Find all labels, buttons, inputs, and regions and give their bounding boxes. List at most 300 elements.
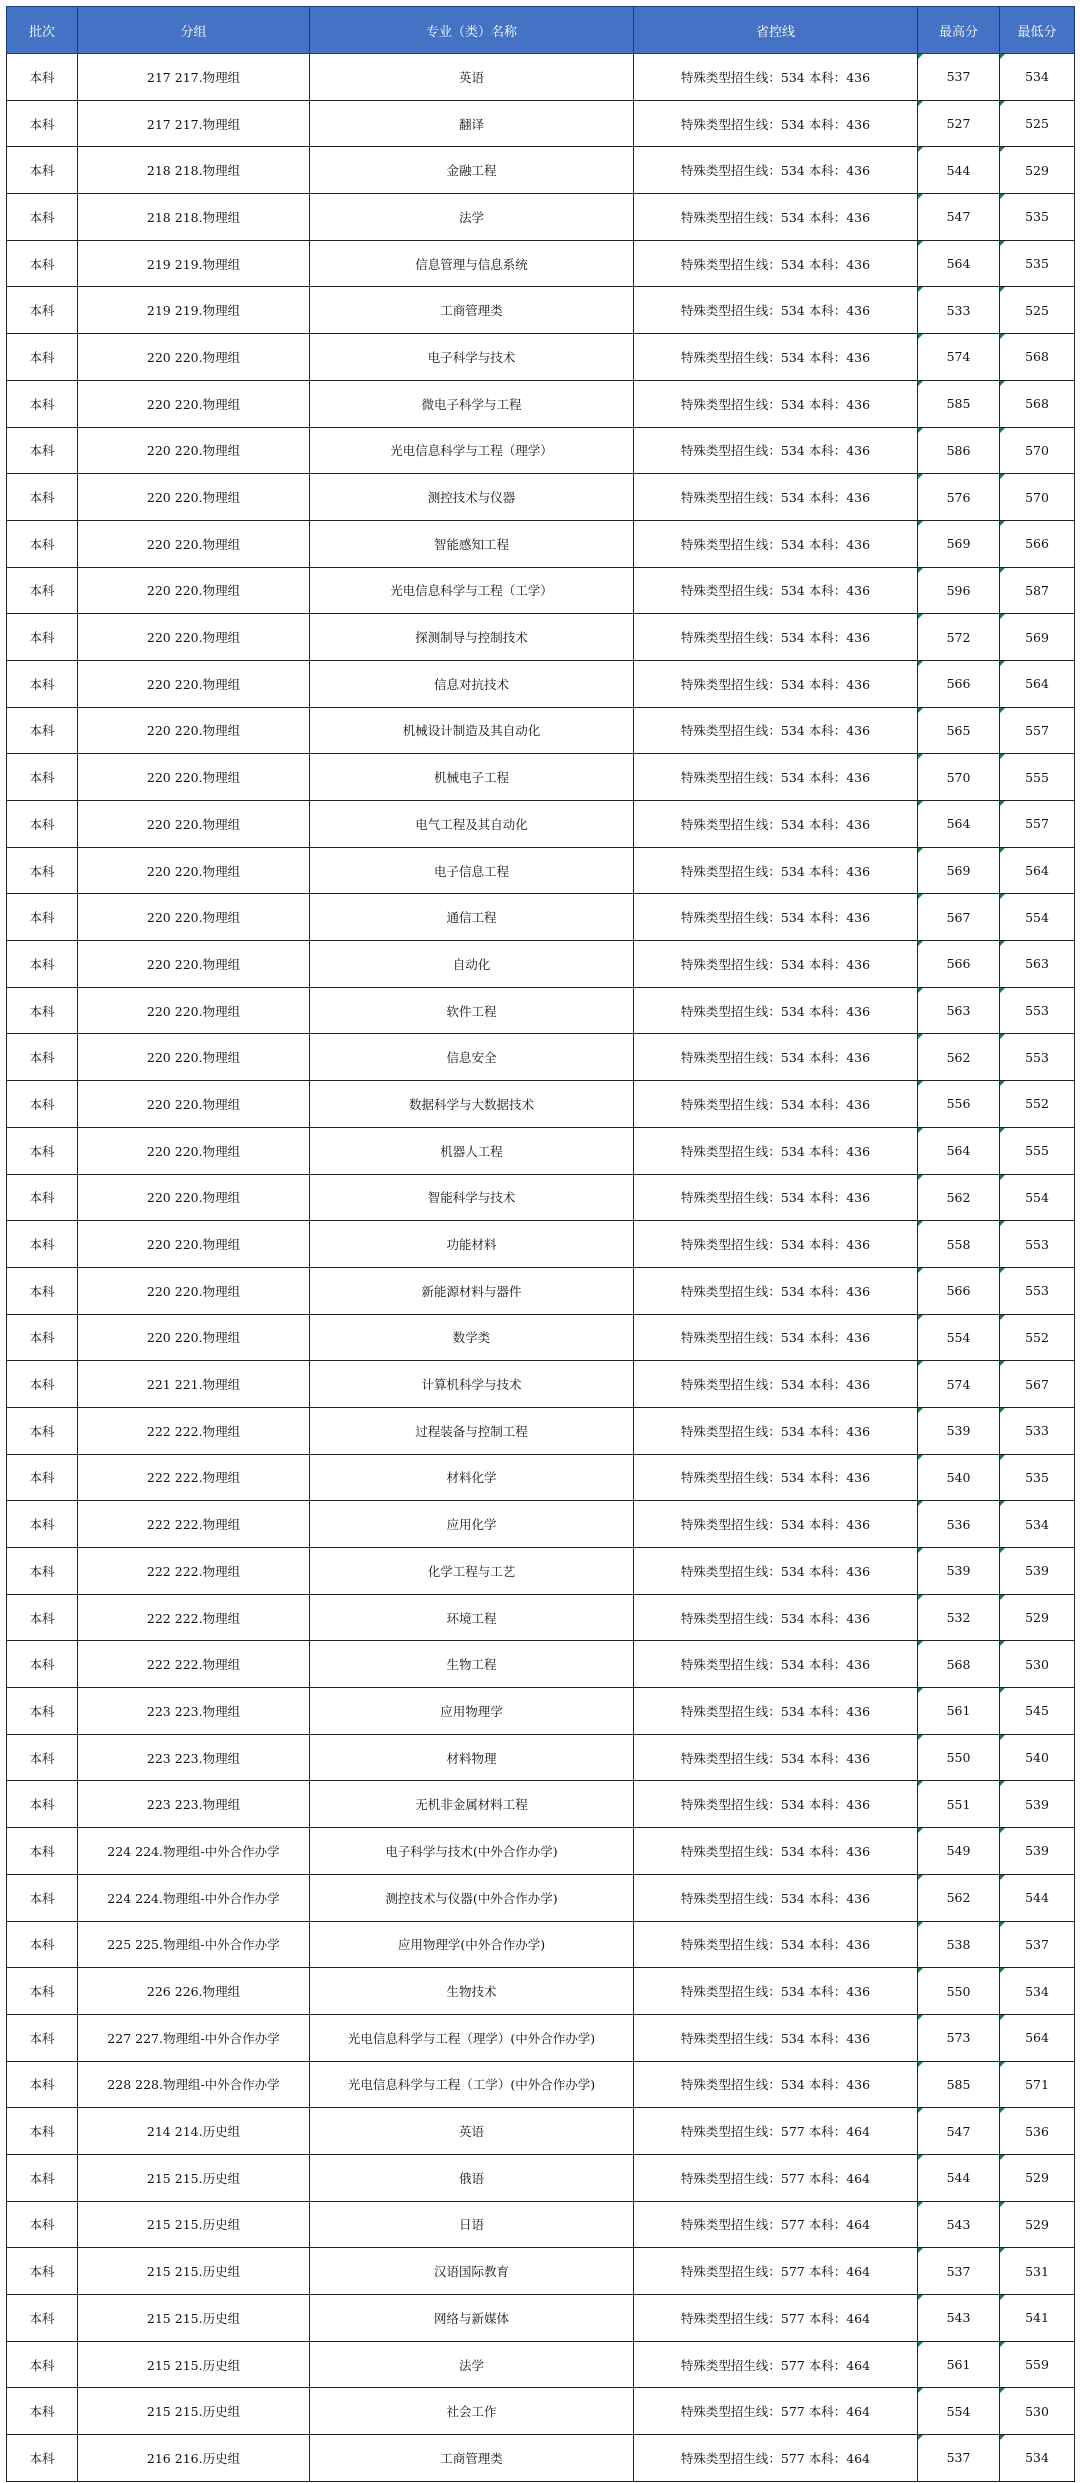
min-score-cell (1000, 941, 1075, 988)
table-row (7, 1874, 1075, 1921)
batch-cell: 本科 (7, 1548, 78, 1595)
min-score-cell (1000, 1314, 1075, 1361)
table-row (7, 1548, 1075, 1595)
max-score-cell (918, 2388, 1000, 2435)
cell-corner-mark (1000, 1408, 1005, 1413)
group-cell: 217 217.物理组 (78, 54, 310, 101)
cell-corner-mark (1000, 521, 1005, 526)
cell-corner-mark (918, 428, 923, 433)
control-line-cell: 特殊类型招生线：534 本科：436 (634, 240, 918, 287)
cell-corner-mark (1000, 754, 1005, 759)
min-score-cell (1000, 1968, 1075, 2015)
cell-corner-mark (1000, 2388, 1005, 2393)
table-row (7, 2108, 1075, 2155)
control-line-cell: 特殊类型招生线：534 本科：436 (634, 847, 918, 894)
cell-corner-mark (1000, 147, 1005, 152)
min-score-cell (1000, 147, 1075, 194)
table-row (7, 987, 1075, 1034)
major-cell: 金融工程 (310, 147, 634, 194)
group-cell: 227 227.物理组-中外合作办学 (78, 2014, 310, 2061)
control-line-cell: 特殊类型招生线：534 本科：436 (634, 1781, 918, 1828)
max-score-value: 562 (946, 1890, 971, 1906)
control-line-cell: 特殊类型招生线：534 本科：436 (634, 1361, 918, 1408)
max-score-value: 537 (946, 69, 971, 85)
max-score-cell (918, 1641, 1000, 1688)
control-line-cell: 特殊类型招生线：534 本科：436 (634, 334, 918, 381)
major-cell: 通信工程 (310, 894, 634, 941)
major-cell: 材料物理 (310, 1734, 634, 1781)
control-line-cell: 特殊类型招生线：577 本科：464 (634, 2248, 918, 2295)
group-cell: 219 219.物理组 (78, 287, 310, 334)
min-score-value: 553 (1025, 1283, 1049, 1299)
min-score-value: 537 (1025, 1936, 1049, 1952)
table-row (7, 1127, 1075, 1174)
min-score-value: 530 (1025, 2403, 1049, 2419)
min-score-value: 564 (1025, 676, 1049, 692)
max-score-cell (918, 2201, 1000, 2248)
batch-cell: 本科 (7, 1407, 78, 1454)
max-score-value: 566 (946, 676, 971, 692)
max-score-value: 536 (946, 1516, 971, 1532)
cell-corner-mark (1000, 568, 1005, 573)
batch-cell: 本科 (7, 2295, 78, 2342)
max-score-cell (918, 1454, 1000, 1501)
major-cell: 智能感知工程 (310, 520, 634, 567)
table-row (7, 1221, 1075, 1268)
min-score-cell (1000, 2014, 1075, 2061)
major-cell: 社会工作 (310, 2388, 634, 2435)
cell-corner-mark (1000, 614, 1005, 619)
table-row (7, 1081, 1075, 1128)
min-score-cell (1000, 1781, 1075, 1828)
cell-corner-mark (1000, 848, 1005, 853)
min-score-value: 563 (1025, 956, 1049, 972)
cell-corner-mark (1000, 1688, 1005, 1693)
cell-corner-mark (918, 1781, 923, 1786)
cell-corner-mark (918, 1081, 923, 1086)
cell-corner-mark (918, 1501, 923, 1506)
cell-corner-mark (1000, 1361, 1005, 1366)
cell-corner-mark (918, 1361, 923, 1366)
table-row (7, 1828, 1075, 1875)
cell-corner-mark (918, 334, 923, 339)
table-header (7, 7, 1075, 54)
control-line-cell: 特殊类型招生线：534 本科：436 (634, 1501, 918, 1548)
major-cell: 法学 (310, 2341, 634, 2388)
min-score-value: 535 (1025, 209, 1049, 225)
group-cell: 217 217.物理组 (78, 100, 310, 147)
control-line-cell: 特殊类型招生线：534 本科：436 (634, 1594, 918, 1641)
min-score-value: 539 (1025, 1796, 1049, 1812)
min-score-value: 570 (1025, 442, 1049, 458)
control-line-cell: 特殊类型招生线：534 本科：436 (634, 2061, 918, 2108)
cell-corner-mark (918, 1221, 923, 1226)
max-score-value: 556 (946, 1096, 971, 1112)
major-cell: 俄语 (310, 2154, 634, 2201)
cell-corner-mark (918, 941, 923, 946)
table-row (7, 100, 1075, 147)
group-cell: 220 220.物理组 (78, 987, 310, 1034)
batch-cell: 本科 (7, 660, 78, 707)
control-line-cell: 特殊类型招生线：577 本科：464 (634, 2154, 918, 2201)
cell-corner-mark (918, 1735, 923, 1740)
min-score-cell (1000, 2295, 1075, 2342)
max-score-cell (918, 287, 1000, 334)
max-score-value: 564 (946, 816, 971, 832)
cell-corner-mark (1000, 988, 1005, 993)
batch-cell: 本科 (7, 1361, 78, 1408)
group-cell: 220 220.物理组 (78, 801, 310, 848)
cell-corner-mark (1000, 1875, 1005, 1880)
min-score-value: 539 (1025, 1843, 1049, 1859)
min-score-value: 535 (1025, 256, 1049, 272)
min-score-cell (1000, 334, 1075, 381)
major-cell: 测控技术与仪器 (310, 474, 634, 521)
max-score-value: 540 (946, 1469, 971, 1485)
batch-cell: 本科 (7, 147, 78, 194)
cell-corner-mark (1000, 1735, 1005, 1740)
max-score-cell (918, 801, 1000, 848)
max-score-cell (918, 1501, 1000, 1548)
batch-cell: 本科 (7, 334, 78, 381)
group-cell: 220 220.物理组 (78, 1034, 310, 1081)
max-score-value: 569 (946, 863, 971, 879)
batch-cell: 本科 (7, 1874, 78, 1921)
group-cell: 220 220.物理组 (78, 1081, 310, 1128)
batch-cell: 本科 (7, 1454, 78, 1501)
max-score-cell (918, 2014, 1000, 2061)
table-row (7, 1594, 1075, 1641)
major-cell: 测控技术与仪器(中外合作办学) (310, 1874, 634, 1921)
cell-corner-mark (918, 521, 923, 526)
control-line-cell: 特殊类型招生线：534 本科：436 (634, 1034, 918, 1081)
group-cell: 220 220.物理组 (78, 1127, 310, 1174)
group-cell: 220 220.物理组 (78, 567, 310, 614)
table-row (7, 1641, 1075, 1688)
control-line-cell: 特殊类型招生线：534 本科：436 (634, 1407, 918, 1454)
max-score-cell (918, 1034, 1000, 1081)
major-cell: 生物技术 (310, 1968, 634, 2015)
cell-corner-mark (1000, 1781, 1005, 1786)
table-row (7, 2295, 1075, 2342)
max-score-value: 574 (946, 349, 971, 365)
cell-corner-mark (1000, 1268, 1005, 1273)
cell-corner-mark (918, 1828, 923, 1833)
max-score-value: 543 (946, 2310, 971, 2326)
max-score-cell (918, 567, 1000, 614)
major-cell: 工商管理类 (310, 2435, 634, 2482)
min-score-cell (1000, 801, 1075, 848)
max-score-cell (918, 1361, 1000, 1408)
cell-corner-mark (1000, 2015, 1005, 2020)
cell-corner-mark (918, 1034, 923, 1039)
max-score-value: 539 (946, 1423, 971, 1439)
min-score-cell (1000, 847, 1075, 894)
max-score-cell (918, 194, 1000, 241)
cell-corner-mark (918, 1595, 923, 1600)
table-row (7, 2341, 1075, 2388)
cell-corner-mark (918, 568, 923, 573)
group-cell: 226 226.物理组 (78, 1968, 310, 2015)
group-cell: 219 219.物理组 (78, 240, 310, 287)
max-score-value: 569 (946, 536, 971, 552)
major-cell: 无机非金属材料工程 (310, 1781, 634, 1828)
max-score-value: 568 (946, 1656, 971, 1672)
min-score-cell (1000, 614, 1075, 661)
table-row (7, 801, 1075, 848)
min-score-cell (1000, 987, 1075, 1034)
min-score-value: 553 (1025, 1003, 1049, 1019)
min-score-value: 535 (1025, 1469, 1049, 1485)
batch-cell: 本科 (7, 1501, 78, 1548)
batch-cell: 本科 (7, 1081, 78, 1128)
group-cell: 220 220.物理组 (78, 894, 310, 941)
group-cell: 220 220.物理组 (78, 474, 310, 521)
major-cell: 英语 (310, 54, 634, 101)
min-score-cell (1000, 2061, 1075, 2108)
max-score-cell (918, 1314, 1000, 1361)
batch-cell: 本科 (7, 1174, 78, 1221)
min-score-cell (1000, 287, 1075, 334)
control-line-cell: 特殊类型招生线：534 本科：436 (634, 1127, 918, 1174)
min-score-cell (1000, 54, 1075, 101)
max-score-value: 532 (946, 1610, 971, 1626)
min-score-value: 525 (1025, 302, 1049, 318)
batch-cell: 本科 (7, 2061, 78, 2108)
cell-corner-mark (918, 1688, 923, 1693)
group-cell: 224 224.物理组-中外合作办学 (78, 1828, 310, 1875)
batch-cell: 本科 (7, 1267, 78, 1314)
max-score-cell (918, 1548, 1000, 1595)
group-cell: 215 215.历史组 (78, 2248, 310, 2295)
group-cell: 220 220.物理组 (78, 614, 310, 661)
max-score-value: 550 (946, 1750, 971, 1766)
table-row (7, 2388, 1075, 2435)
table-row (7, 1921, 1075, 1968)
batch-cell: 本科 (7, 1828, 78, 1875)
max-score-cell (918, 2341, 1000, 2388)
min-score-cell (1000, 1081, 1075, 1128)
min-score-value: 587 (1025, 582, 1049, 598)
control-line-cell: 特殊类型招生线：577 本科：464 (634, 2435, 918, 2482)
min-score-cell (1000, 1361, 1075, 1408)
min-score-value: 552 (1025, 1329, 1049, 1345)
max-score-value: 539 (946, 1563, 971, 1579)
max-score-cell (918, 941, 1000, 988)
control-line-cell: 特殊类型招生线：534 本科：436 (634, 1688, 918, 1735)
batch-cell: 本科 (7, 427, 78, 474)
control-line-cell: 特殊类型招生线：534 本科：436 (634, 380, 918, 427)
major-cell: 探测制导与控制技术 (310, 614, 634, 661)
max-score-cell (918, 1127, 1000, 1174)
cell-corner-mark (918, 2342, 923, 2347)
min-score-cell (1000, 1221, 1075, 1268)
major-cell: 数学类 (310, 1314, 634, 1361)
max-score-value: 586 (946, 442, 971, 458)
batch-cell: 本科 (7, 54, 78, 101)
control-line-cell: 特殊类型招生线：534 本科：436 (634, 520, 918, 567)
max-score-cell (918, 1081, 1000, 1128)
cell-corner-mark (918, 2015, 923, 2020)
table-row (7, 2248, 1075, 2295)
group-cell: 215 215.历史组 (78, 2295, 310, 2342)
max-score-value: 565 (946, 722, 971, 738)
table-row (7, 2154, 1075, 2201)
control-line-cell: 特殊类型招生线：577 本科：464 (634, 2108, 918, 2155)
table-row (7, 54, 1075, 101)
max-score-cell (918, 1407, 1000, 1454)
group-cell: 223 223.物理组 (78, 1781, 310, 1828)
min-score-value: 531 (1025, 2263, 1049, 2279)
group-cell: 222 222.物理组 (78, 1501, 310, 1548)
max-score-cell (918, 2108, 1000, 2155)
admission-score-table (6, 6, 1075, 2482)
major-cell: 电子科学与技术 (310, 334, 634, 381)
min-score-value: 570 (1025, 489, 1049, 505)
min-score-value: 529 (1025, 1610, 1049, 1626)
major-cell: 微电子科学与工程 (310, 380, 634, 427)
table-row (7, 1174, 1075, 1221)
major-cell: 信息管理与信息系统 (310, 240, 634, 287)
major-cell: 法学 (310, 194, 634, 241)
max-score-value: 585 (946, 2076, 971, 2092)
cell-corner-mark (918, 2248, 923, 2253)
major-cell: 英语 (310, 2108, 634, 2155)
min-score-value: 545 (1025, 1703, 1049, 1719)
group-cell: 222 222.物理组 (78, 1454, 310, 1501)
major-cell: 环境工程 (310, 1594, 634, 1641)
max-score-value: 549 (946, 1843, 971, 1859)
cell-corner-mark (1000, 381, 1005, 386)
batch-cell: 本科 (7, 520, 78, 567)
min-score-value: 534 (1025, 1516, 1049, 1532)
major-cell: 日语 (310, 2201, 634, 2248)
control-line-cell: 特殊类型招生线：534 本科：436 (634, 567, 918, 614)
max-score-value: 576 (946, 489, 971, 505)
control-line-cell: 特殊类型招生线：534 本科：436 (634, 1641, 918, 1688)
min-score-cell (1000, 1034, 1075, 1081)
batch-cell: 本科 (7, 1034, 78, 1081)
max-score-value: 563 (946, 1003, 971, 1019)
cell-corner-mark (1000, 1455, 1005, 1460)
min-score-cell (1000, 1921, 1075, 1968)
table-row (7, 1267, 1075, 1314)
batch-cell: 本科 (7, 614, 78, 661)
max-score-value: 573 (946, 2030, 971, 2046)
group-cell: 215 215.历史组 (78, 2201, 310, 2248)
min-score-value: 534 (1025, 2450, 1049, 2466)
max-score-cell (918, 1734, 1000, 1781)
min-score-cell (1000, 2388, 1075, 2435)
min-score-value: 555 (1025, 1143, 1049, 1159)
cell-corner-mark (1000, 941, 1005, 946)
major-cell: 应用化学 (310, 1501, 634, 1548)
control-line-cell: 特殊类型招生线：577 本科：464 (634, 2341, 918, 2388)
cell-corner-mark (918, 287, 923, 292)
cell-corner-mark (1000, 2155, 1005, 2160)
min-score-value: 567 (1025, 1376, 1049, 1392)
max-score-value: 562 (946, 1189, 971, 1205)
cell-corner-mark (1000, 708, 1005, 713)
batch-cell: 本科 (7, 1968, 78, 2015)
header-group: 分组 (78, 7, 310, 54)
control-line-cell: 特殊类型招生线：534 本科：436 (634, 54, 918, 101)
table-row (7, 1361, 1075, 1408)
max-score-value: 547 (946, 209, 971, 225)
max-score-value: 551 (946, 1796, 971, 1812)
group-cell: 228 228.物理组-中外合作办学 (78, 2061, 310, 2108)
cell-corner-mark (1000, 1128, 1005, 1133)
min-score-cell (1000, 894, 1075, 941)
min-score-value: 534 (1025, 69, 1049, 85)
batch-cell: 本科 (7, 987, 78, 1034)
min-score-value: 553 (1025, 1049, 1049, 1065)
max-score-cell (918, 1688, 1000, 1735)
min-score-cell (1000, 1548, 1075, 1595)
group-cell: 220 220.物理组 (78, 660, 310, 707)
cell-corner-mark (1000, 1595, 1005, 1600)
batch-cell: 本科 (7, 287, 78, 334)
max-score-value: 550 (946, 1983, 971, 1999)
max-score-cell (918, 1968, 1000, 2015)
max-score-cell (918, 1874, 1000, 1921)
cell-corner-mark (918, 194, 923, 199)
min-score-cell (1000, 1641, 1075, 1688)
cell-corner-mark (1000, 1081, 1005, 1086)
control-line-cell: 特殊类型招生线：534 本科：436 (634, 474, 918, 521)
max-score-cell (918, 1781, 1000, 1828)
group-cell: 223 223.物理组 (78, 1688, 310, 1735)
group-cell: 220 220.物理组 (78, 847, 310, 894)
max-score-cell (918, 2061, 1000, 2108)
min-score-value: 552 (1025, 1096, 1049, 1112)
cell-corner-mark (1000, 2435, 1005, 2440)
major-cell: 光电信息科学与工程（理学）(中外合作办学) (310, 2014, 634, 2061)
table-row (7, 1454, 1075, 1501)
header-row (7, 7, 1075, 54)
batch-cell: 本科 (7, 941, 78, 988)
control-line-cell: 特殊类型招生线：577 本科：464 (634, 2388, 918, 2435)
max-score-value: 561 (946, 1703, 971, 1719)
group-cell: 220 220.物理组 (78, 707, 310, 754)
batch-cell: 本科 (7, 2108, 78, 2155)
group-cell: 225 225.物理组-中外合作办学 (78, 1921, 310, 1968)
major-cell: 信息对抗技术 (310, 660, 634, 707)
cell-corner-mark (1000, 2248, 1005, 2253)
control-line-cell: 特殊类型招生线：534 本科：436 (634, 754, 918, 801)
control-line-cell: 特殊类型招生线：534 本科：436 (634, 1968, 918, 2015)
control-line-cell: 特殊类型招生线：534 本科：436 (634, 427, 918, 474)
batch-cell: 本科 (7, 2248, 78, 2295)
min-score-cell (1000, 194, 1075, 241)
min-score-value: 534 (1025, 1983, 1049, 1999)
table-row (7, 614, 1075, 661)
table-body (7, 54, 1075, 2482)
min-score-cell (1000, 2154, 1075, 2201)
min-score-value: 559 (1025, 2357, 1049, 2373)
group-cell: 224 224.物理组-中外合作办学 (78, 1874, 310, 1921)
cell-corner-mark (1000, 334, 1005, 339)
max-score-cell (918, 380, 1000, 427)
major-cell: 电气工程及其自动化 (310, 801, 634, 848)
table-row (7, 2201, 1075, 2248)
control-line-cell: 特殊类型招生线：534 本科：436 (634, 1174, 918, 1221)
cell-corner-mark (1000, 287, 1005, 292)
min-score-value: 554 (1025, 909, 1049, 925)
max-score-cell (918, 614, 1000, 661)
major-cell: 应用物理学(中外合作办学) (310, 1921, 634, 1968)
table-row (7, 147, 1075, 194)
